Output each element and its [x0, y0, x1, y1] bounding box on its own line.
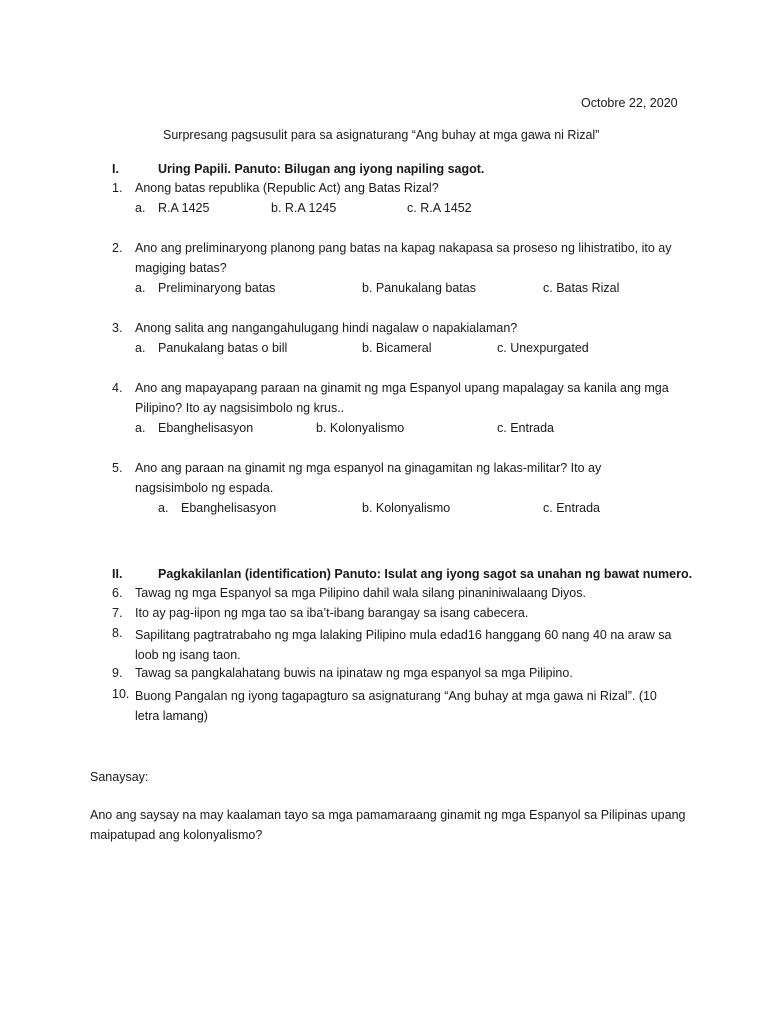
choice-letter: a. — [158, 501, 169, 515]
question-number: 4. — [112, 381, 123, 395]
choice-a: R.A 1425 — [158, 201, 210, 215]
choice-a: Preliminaryong batas — [158, 281, 276, 295]
choice-c: c. Entrada — [497, 421, 554, 435]
choice-a: Ebanghelisasyon — [181, 501, 277, 515]
item-text: Buong Pangalan ng iyong tagapagturo sa asignaturang “Ang buhay at mga gawa ni Rizal”. (10 letra lamang) — [135, 689, 657, 723]
question-number: 1. — [112, 181, 123, 195]
essay-question: Ano ang saysay na may kaalaman tayo sa mga pamamaraang ginamit ng mga Espanyol sa Pilipinas upang maipatupad ang kolonyalismo? — [90, 808, 686, 842]
item-number: 10. — [112, 687, 130, 701]
question-text: Ano ang paraan na ginamit ng mga espanyol na ginagamitan ng lakas-militar? Ito ay — [135, 461, 602, 475]
choice-letter: a. — [135, 281, 146, 295]
choice-a: Panukalang batas o bill — [158, 341, 288, 355]
choice-b: b. Panukalang batas — [362, 281, 476, 295]
choice-letter: a. — [135, 421, 146, 435]
question-text: Anong salita ang nangangahulugang hindi nagalaw o napakialaman? — [135, 321, 518, 335]
item-number: 6. — [112, 586, 123, 600]
question-text: Ano ang mapayapang paraan na ginamit ng mga Espanyol upang mapalagay sa kanila ang mga — [135, 381, 669, 395]
item-text: Tawag ng mga Espanyol sa mga Pilipino dahil wala silang pinaniniwalaang Diyos. — [135, 586, 586, 600]
question-text: Ano ang preliminaryong planong pang batas na kapag nakapasa sa proseso ng lihistratibo, ito ay — [135, 241, 672, 255]
choice-letter: a. — [135, 201, 146, 215]
choice-b: b. Kolonyalismo — [316, 421, 405, 435]
choice-b: b. R.A 1245 — [271, 201, 337, 215]
item-number: 8. — [112, 626, 123, 640]
item-text: Sapilitang pagtratrabaho ng mga lalaking Pilipino mula edad16 hanggang 60 nang 40 na araw sa loob ng isang taon. — [135, 628, 672, 662]
choice-a: Ebanghelisasyon — [158, 421, 254, 435]
question-text-continued: Pilipino? Ito ay nagsisimbolo ng krus.. — [135, 401, 345, 415]
section2-heading: Pagkakilanlan (identification) Panuto: Isulat ang iyong sagot sa unahan ng bawat numero. — [158, 567, 693, 581]
choice-c: c. R.A 1452 — [407, 201, 472, 215]
choice-b: b. Bicameral — [362, 341, 432, 355]
document-date: Octobre 22, 2020 — [581, 96, 678, 110]
document-title: Surpresang pagsusulit para sa asignaturang “Ang buhay at mga gawa ni Rizal” — [163, 128, 600, 142]
choice-c: c. Batas Rizal — [543, 281, 620, 295]
question-number: 5. — [112, 461, 123, 475]
section2-numeral: II. — [112, 567, 123, 581]
choice-b: b. Kolonyalismo — [362, 501, 451, 515]
section1-numeral: I. — [112, 162, 119, 176]
item-number: 7. — [112, 606, 123, 620]
choice-c: c. Unexpurgated — [497, 341, 589, 355]
question-text: Anong batas republika (Republic Act) ang Batas Rizal? — [135, 181, 439, 195]
choice-c: c. Entrada — [543, 501, 600, 515]
question-text-continued: magiging batas? — [135, 261, 227, 275]
question-number: 2. — [112, 241, 123, 255]
essay-label: Sanaysay: — [90, 770, 149, 784]
section1-heading: Uring Papili. Panuto: Bilugan ang iyong napiling sagot. — [158, 162, 485, 176]
choice-letter: a. — [135, 341, 146, 355]
question-text-continued: nagsisimbolo ng espada. — [135, 481, 274, 495]
item-text: Ito ay pag-iipon ng mga tao sa iba’t-ibang barangay sa isang cabecera. — [135, 606, 529, 620]
item-number: 9. — [112, 666, 123, 680]
question-number: 3. — [112, 321, 123, 335]
item-text: Tawag sa pangkalahatang buwis na ipinataw ng mga espanyol sa mga Pilipino. — [135, 666, 573, 680]
